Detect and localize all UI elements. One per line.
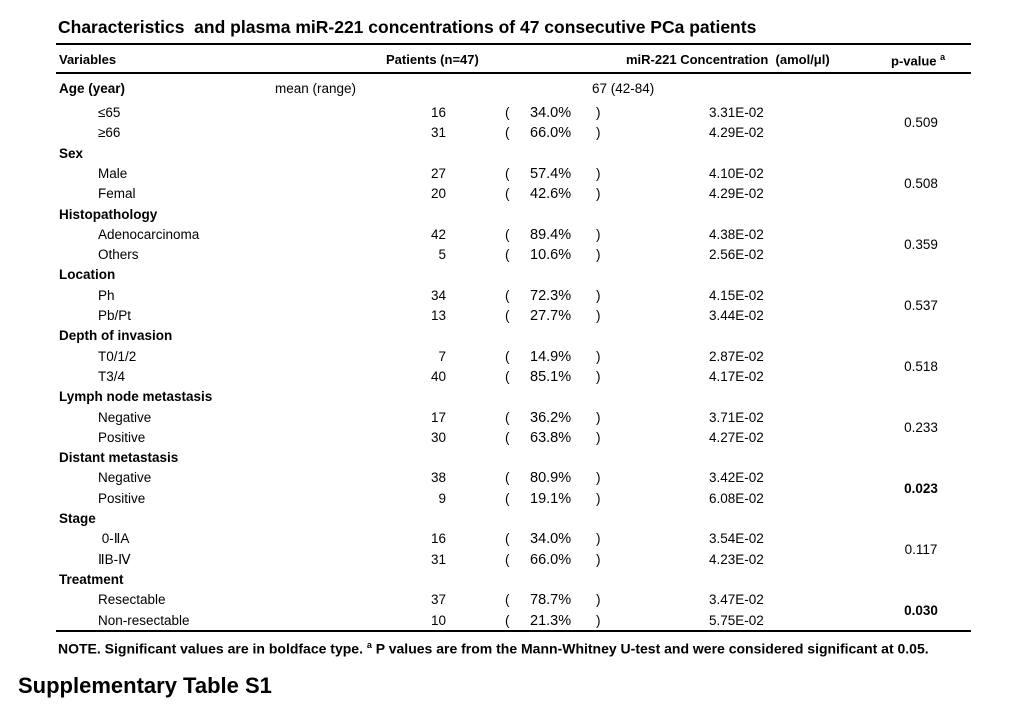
- concentration-value: 4.38E-02: [709, 226, 764, 242]
- row-label: Negative: [98, 470, 152, 486]
- table-row: [0, 428, 1023, 448]
- paren-open: (: [505, 247, 510, 263]
- patient-percent: 89.4%: [530, 226, 572, 243]
- paren-open: (: [505, 226, 510, 242]
- row-label: ⅡB-Ⅳ: [98, 551, 131, 567]
- row-label: 0-ⅡA: [98, 531, 130, 547]
- category-row: [0, 448, 1023, 468]
- paren-open: (: [505, 105, 510, 120]
- patient-count: 13: [430, 308, 446, 323]
- concentration-value: 3.31E-02: [709, 105, 764, 120]
- paren-close: ): [596, 612, 601, 628]
- age-stat-value: 67 (42-84): [592, 81, 655, 96]
- concentration-value: 2.87E-02: [709, 348, 764, 364]
- table-row: [0, 408, 1023, 428]
- table-row: [0, 611, 1023, 631]
- patient-count: 40: [430, 368, 446, 384]
- paren-close: ): [596, 531, 601, 547]
- paren-open: (: [505, 368, 510, 384]
- category-row: [0, 265, 1023, 285]
- row-label: Femal: [98, 186, 136, 202]
- note-lead: NOTE. Significant values are in boldface type.: [58, 640, 367, 657]
- patient-percent: 78.7%: [530, 592, 572, 609]
- paren-close: ): [596, 368, 601, 384]
- table-row: [0, 123, 1023, 143]
- concentration-value: 3.44E-02: [709, 308, 764, 323]
- concentration-value: 3.71E-02: [709, 409, 764, 425]
- row-label: Pb/Pt: [98, 308, 132, 323]
- category-label: Sex: [59, 145, 84, 161]
- header-patients: Patients (n=47): [386, 52, 479, 67]
- note-rest: P values are from the Mann-Whitney U-test and were considered significant at 0.05.: [371, 640, 929, 657]
- row-label: ≥66: [98, 125, 121, 141]
- paren-open: (: [505, 592, 510, 608]
- concentration-value: 3.42E-02: [709, 470, 764, 486]
- paren-open: (: [505, 429, 510, 445]
- concentration-value: 2.56E-02: [709, 247, 764, 263]
- patient-count: 9: [438, 490, 446, 506]
- patient-count: 16: [430, 105, 446, 120]
- paren-close: ): [596, 186, 601, 202]
- header-concentration: miR-221 Concentration (amol/μl): [626, 52, 830, 67]
- table-row: [0, 164, 1023, 184]
- patient-count: 27: [430, 165, 446, 181]
- table-row: [0, 225, 1023, 245]
- paren-open: (: [505, 409, 510, 425]
- table-row: [0, 306, 1023, 326]
- patient-percent: 80.9%: [530, 470, 572, 487]
- table-row: [0, 468, 1023, 488]
- supplementary-label: Supplementary Table S1: [18, 673, 272, 698]
- row-label: Positive: [98, 429, 146, 445]
- category-row: [0, 144, 1023, 164]
- patient-percent: 14.9%: [530, 348, 572, 365]
- category-label: Distant metastasis: [59, 450, 179, 466]
- paren-close: ): [596, 247, 601, 263]
- p-value: 0.023: [904, 480, 938, 496]
- table-row: [0, 184, 1023, 204]
- paren-open: (: [505, 470, 510, 486]
- row-label: Non-resectable: [98, 612, 190, 628]
- concentration-value: 3.47E-02: [709, 592, 764, 608]
- category-label: Treatment: [59, 571, 124, 587]
- category-label: Histopathology: [59, 206, 158, 222]
- row-label: T0/1/2: [98, 348, 137, 364]
- table-row: [0, 103, 1023, 123]
- patient-count: 31: [430, 125, 446, 141]
- paren-close: ): [596, 226, 601, 242]
- row-label: Resectable: [98, 592, 166, 608]
- table-row: [0, 550, 1023, 570]
- patient-count: 10: [430, 612, 446, 628]
- patient-percent: 34.0%: [530, 531, 572, 548]
- paren-open: (: [505, 186, 510, 202]
- row-label: ≤65: [98, 105, 121, 120]
- patient-percent: 57.4%: [530, 165, 572, 182]
- paren-open: (: [505, 165, 510, 181]
- bottom-rule: [56, 630, 971, 632]
- paren-open: (: [505, 125, 510, 141]
- table-row: [0, 529, 1023, 549]
- concentration-value: 4.17E-02: [709, 368, 764, 384]
- category-row: [0, 326, 1023, 346]
- header-pvalue-label: p-value: [891, 53, 937, 69]
- patient-percent: 66.0%: [530, 551, 572, 568]
- category-row: [0, 205, 1023, 225]
- paren-open: (: [505, 551, 510, 567]
- note-mark: a: [366, 640, 372, 650]
- paren-open: (: [505, 287, 510, 303]
- age-stat-label: mean (range): [275, 81, 357, 96]
- table-row: [0, 367, 1023, 387]
- p-value: 0.509: [904, 115, 938, 131]
- header-pvalue: [891, 52, 945, 68]
- paren-close: ): [596, 308, 601, 323]
- concentration-value: 6.08E-02: [709, 490, 764, 506]
- category-row: [0, 570, 1023, 590]
- p-value: 0.359: [904, 237, 938, 253]
- patient-count: 30: [430, 429, 446, 445]
- paren-open: (: [505, 490, 510, 506]
- patient-percent: 66.0%: [530, 125, 572, 142]
- paren-close: ): [596, 105, 601, 120]
- p-value: 0.518: [904, 358, 938, 374]
- p-value: 0.030: [904, 602, 938, 618]
- patient-percent: 42.6%: [530, 186, 572, 203]
- header-rule: [56, 72, 971, 74]
- paren-close: ): [596, 592, 601, 608]
- table-row: [0, 286, 1023, 306]
- concentration-value: 4.29E-02: [709, 186, 764, 202]
- patient-count: 38: [430, 470, 446, 486]
- paren-close: ): [596, 287, 601, 303]
- patient-percent: 85.1%: [530, 368, 572, 385]
- paren-close: ): [596, 490, 601, 506]
- patient-count: 20: [430, 186, 446, 202]
- concentration-value: 4.10E-02: [709, 165, 764, 181]
- p-value: 0.117: [904, 541, 938, 557]
- patient-percent: 21.3%: [530, 612, 572, 629]
- patient-count: 42: [430, 226, 446, 242]
- top-rule: [56, 43, 971, 45]
- p-value: 0.537: [904, 298, 938, 313]
- row-label: Positive: [98, 490, 146, 506]
- header-variables: Variables: [59, 52, 117, 67]
- patient-count: 17: [430, 409, 446, 425]
- paren-close: ): [596, 165, 601, 181]
- age-label: Age (year): [59, 81, 126, 96]
- table-row: [0, 347, 1023, 367]
- row-label: Ph: [98, 287, 115, 303]
- patient-count: 34: [430, 287, 446, 303]
- patient-percent: 27.7%: [530, 308, 572, 324]
- table-row: [0, 489, 1023, 509]
- paren-close: ): [596, 409, 601, 425]
- p-value: 0.508: [904, 176, 938, 192]
- patient-percent: 10.6%: [530, 247, 572, 264]
- patient-percent: 34.0%: [530, 105, 572, 121]
- paren-close: ): [596, 125, 601, 141]
- table-title: Characteristics and plasma miR-221 concentrations of 47 consecutive PCa patients: [58, 17, 757, 37]
- paren-open: (: [505, 612, 510, 628]
- p-value: 0.233: [904, 419, 938, 435]
- patient-count: 5: [438, 247, 446, 263]
- row-label: T3/4: [98, 368, 126, 384]
- patient-count: 7: [438, 348, 446, 364]
- paren-close: ): [596, 429, 601, 445]
- paren-close: ): [596, 348, 601, 364]
- paren-open: (: [505, 348, 510, 364]
- category-label: Location: [59, 267, 116, 283]
- paren-close: ): [596, 470, 601, 486]
- table-row: [0, 245, 1023, 265]
- age-row: [0, 79, 1023, 99]
- concentration-value: 5.75E-02: [709, 612, 764, 628]
- patient-percent: 72.3%: [530, 287, 572, 304]
- patient-count: 31: [430, 551, 446, 567]
- category-label: Lymph node metastasis: [59, 389, 213, 405]
- concentration-value: 4.23E-02: [709, 551, 764, 567]
- paren-open: (: [505, 531, 510, 547]
- row-label: Adenocarcinoma: [98, 226, 200, 242]
- category-row: [0, 509, 1023, 529]
- concentration-value: 4.15E-02: [709, 287, 764, 303]
- paren-open: (: [505, 308, 510, 323]
- table-row: [0, 590, 1023, 610]
- patient-percent: 19.1%: [530, 490, 572, 507]
- category-label: Depth of invasion: [59, 328, 173, 344]
- row-label: Male: [98, 165, 128, 181]
- row-label: Negative: [98, 409, 152, 425]
- patient-count: 16: [430, 531, 446, 547]
- patient-percent: 63.8%: [530, 429, 572, 446]
- concentration-value: 4.27E-02: [709, 429, 764, 445]
- concentration-value: 3.54E-02: [709, 531, 764, 547]
- patient-percent: 36.2%: [530, 409, 572, 426]
- category-label: Stage: [59, 511, 96, 526]
- table-note: [58, 636, 938, 659]
- row-label: Others: [98, 247, 139, 263]
- paren-close: ): [596, 551, 601, 567]
- concentration-value: 4.29E-02: [709, 125, 764, 141]
- category-row: [0, 387, 1023, 407]
- header-pvalue-mark: a: [940, 52, 946, 62]
- patient-count: 37: [430, 592, 446, 608]
